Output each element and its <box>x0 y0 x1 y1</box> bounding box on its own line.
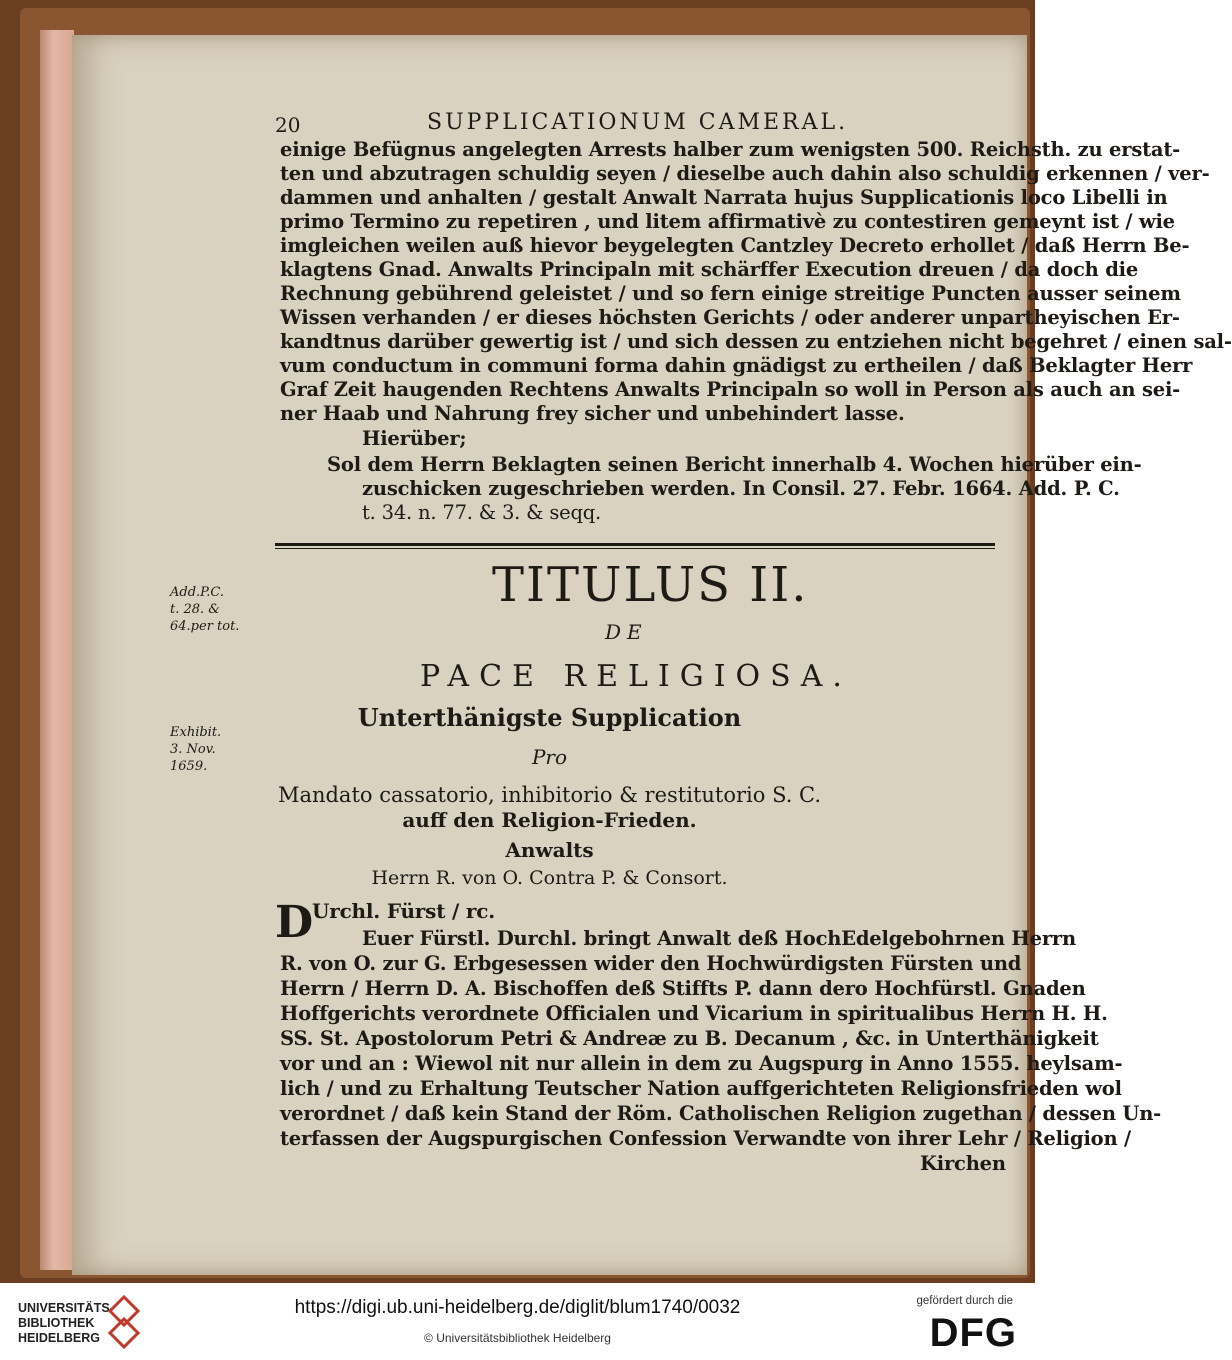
catchword: Kirchen <box>920 1152 1006 1175</box>
supplication-heading: Unterthänigste Supplication <box>357 703 742 732</box>
library-name-line: BIBLIOTHEK <box>18 1316 95 1330</box>
decision-line: zuschicken zugeschrieben werden. In Consil. 27. Febr. 1664. Add. P. C. <box>362 477 1120 500</box>
permalink-url[interactable]: https://digi.ub.uni-heidelberg.de/diglit/blum1740/0032 <box>294 1297 741 1318</box>
body-line: einige Befügnus angelegten Arrests halber zum wenigsten 500. Reichsth. zu erstat- <box>280 138 1181 161</box>
margin-note: t. 28. & <box>170 602 220 617</box>
page-number: 20 <box>275 113 301 137</box>
decision-line: Sol dem Herrn Beklagten seinen Bericht innerhalb 4. Wochen hierüber ein- <box>327 453 1142 476</box>
viewer-footer <box>0 1283 1035 1360</box>
title-pace-religiosa: PACE RELIGIOSA. <box>420 659 852 694</box>
section-rule <box>275 543 995 546</box>
margin-note: 1659. <box>170 759 208 774</box>
letter-line: R. von O. zur G. Erbgesessen wider den Hochwürdigsten Fürsten und <box>280 952 1022 975</box>
body-line: klagtens Gnad. Anwalts Principaln mit schärffer Execution dreuen / da doch die <box>280 258 1139 281</box>
body-line: imgleichen weilen auß hievor beygelegten Cantzley Decreto erhollet / daß Herrn Be- <box>280 234 1190 257</box>
hieruber-heading: Hierüber; <box>362 427 467 450</box>
letter-line: terfassen der Augspurgischen Confession Verwandte von ihrer Lehr / Religion / <box>280 1127 1131 1150</box>
dfg-logo: DFG <box>929 1311 1017 1355</box>
margin-note: Exhibit. <box>170 725 222 740</box>
running-title: SUPPLICATIONUM CAMERAL. <box>427 110 849 135</box>
margin-note: Add.P.C. <box>170 585 225 600</box>
mandato-line: Mandato cassatorio, inhibitorio & restitutorio S. C. <box>277 783 822 807</box>
title-de: DE <box>605 620 648 644</box>
margin-note: 64.per tot. <box>170 619 240 634</box>
letter-line: SS. St. Apostolorum Petri & Andreæ zu B. Decanum , &c. in Unterthänigkeit <box>280 1027 1099 1050</box>
body-line: vum conductum in communi forma dahin gnädigst zu ertheilen / daß Beklagter Herr <box>280 354 1193 377</box>
auff-line: auff den Religion-Frieden. <box>402 808 697 832</box>
body-line: primo Termino zu repetiren , und litem affirmativè zu contestiren gemeynt ist / wie <box>280 210 1175 233</box>
margin-note: 3. Nov. <box>170 742 216 757</box>
copyright-notice: © Universitätsbibliothek Heidelberg <box>424 1331 611 1345</box>
body-line: ner Haab und Nahrung frey sicher und unbehindert lasse. <box>280 402 905 425</box>
salutation: Urchl. Fürst / rc. <box>312 899 495 923</box>
title-heading: TITULUS II. <box>492 557 809 613</box>
body-line: Rechnung gebührend geleistet / und so fern einige streitige Puncten ausser seinem <box>280 282 1181 305</box>
letter-line: verordnet / daß kein Stand der Röm. Catholischen Religion zugethan / dessen Un- <box>280 1102 1162 1125</box>
body-line: Graf Zeit haugenden Rechtens Anwalts Principaln so woll in Person als auch an sei- <box>280 378 1181 401</box>
library-name-line: UNIVERSITÄTS- <box>18 1301 114 1315</box>
book-page <box>72 35 1232 1275</box>
library-name-line: HEIDELBERG <box>18 1331 100 1345</box>
body-line: dammen und anhalten / gestalt Anwalt Narrata hujus Supplicationis loco Libelli in <box>280 186 1168 209</box>
body-line: Wissen verhanden / er dieses höchsten Gerichts / oder anderer unpartheyischen Er- <box>280 306 1180 329</box>
decision-line: t. 34. n. 77. & 3. & seqq. <box>362 501 602 524</box>
funding-label: gefördert durch die <box>916 1295 1013 1307</box>
drop-cap: D <box>275 897 314 948</box>
body-line: kandtnus darüber gewertig ist / und sich dessen zu entziehen nicht begehret / einen sal- <box>280 330 1232 353</box>
letter-line: Herrn / Herrn D. A. Bischoffen deß Stiffts P. dann dero Hochfürstl. Gnaden <box>280 977 1086 1000</box>
page-edge-strip <box>40 30 74 1270</box>
letter-line: lich / und zu Erhaltung Teutscher Nation auffgerichteten Religionsfrieden wol <box>280 1077 1122 1100</box>
letter-line: Euer Fürstl. Durchl. bringt Anwalt deß HochEdelgebohrnen Herrn <box>362 927 1076 950</box>
anwalts-line: Anwalts <box>505 838 594 862</box>
letter-line: Hoffgerichts verordnete Officialen und Vicarium in spiritualibus Herrn H. H. <box>280 1002 1108 1025</box>
section-rule-thin <box>275 548 995 549</box>
pro-line: Pro <box>531 745 568 769</box>
parties-line: Herrn R. von O. Contra P. & Consort. <box>371 867 728 889</box>
body-line: ten und abzutragen schuldig seyen / dieselbe auch dahin also schuldig erkennen / ver- <box>280 162 1210 185</box>
letter-line: vor und an : Wiewol nit nur allein in dem zu Augspurg in Anno 1555. heylsam- <box>280 1052 1123 1075</box>
